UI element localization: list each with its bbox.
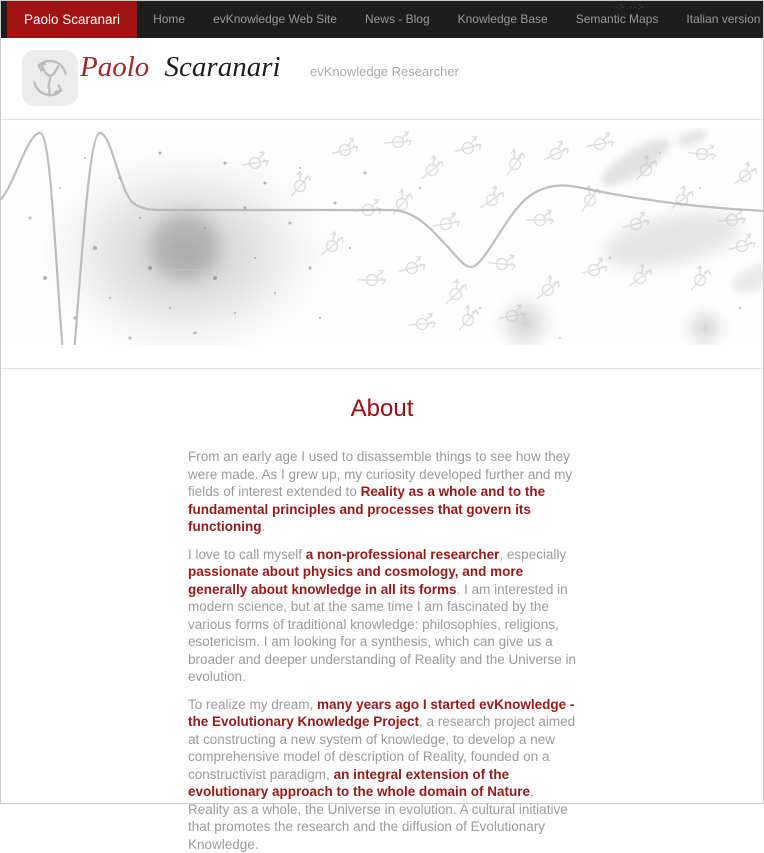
site-title-last-name: Scaranari — [165, 51, 281, 83]
nav-item-home[interactable]: Home — [139, 0, 199, 38]
about-text — [188, 448, 576, 853]
body-text: I love to call myself — [188, 547, 306, 562]
about-paragraph-2 — [188, 546, 576, 686]
highlighted-text: a non-professional researcher — [306, 547, 500, 562]
nav-item-paolo-scaranari-active[interactable]: Paolo Scaranari — [7, 0, 137, 38]
about-paragraph-3 — [188, 696, 576, 853]
nav-menu — [139, 0, 764, 38]
header-divider — [0, 119, 764, 120]
banner-artwork — [0, 128, 764, 345]
highlighted-text: many years ago I started evKnowledge - the Evolutionary Knowledge Project — [188, 697, 574, 730]
banner-image — [0, 128, 764, 345]
site-tagline: evKnowledge Researcher — [310, 64, 459, 79]
site-logo[interactable] — [22, 50, 78, 106]
body-text: . I am interested in modern science, but at the same time I am fascinated by the various forms of traditional knowledge: philosophies, religions, esotericism. I am looking for a synthesis, which can give us a broader and deeper understanding of Reality and the Universe in evolution. — [188, 582, 576, 685]
body-text: . — [261, 519, 265, 534]
nav-item-italian-version[interactable]: Italian version — [672, 0, 764, 38]
highlighted-text: an integral extension of the evolutionary approach to the whole domain of Nature — [188, 767, 530, 800]
site-title-first-name: Paolo — [80, 51, 149, 83]
evknowledge-cycle-icon — [22, 50, 78, 106]
stray-comment-text: --> --> — [610, 2, 645, 13]
site-title[interactable] — [80, 51, 281, 84]
body-text: , especially — [499, 547, 566, 562]
page-title: About — [0, 396, 764, 422]
top-navbar — [0, 0, 764, 38]
highlighted-text: passionate about physics and cosmology, and more generally about knowledge in all its forms — [188, 564, 523, 597]
main-content — [0, 396, 764, 853]
content-divider — [0, 368, 764, 369]
nav-item-knowledge-base[interactable]: Knowledge Base — [444, 0, 562, 38]
about-paragraph-1 — [188, 448, 576, 536]
body-text: , a research project aimed at constructing a new system of knowledge, to develop a new comprehensive model of description of Reality, founded on a constructivist paradigm, — [188, 714, 575, 782]
body-text: , Reality as a whole, the Universe in evolution. A cultural initiative that promotes the research and the diffusion of Evolutionary Knowledge. — [188, 784, 568, 852]
body-text: From an early age I used to disassemble things to see how they were made. As I grew up, my curiosity developed further and my fields of interest extended to — [188, 449, 572, 499]
body-text: To realize my dream, — [188, 697, 317, 712]
nav-item-news-blog[interactable]: News - Blog — [351, 0, 444, 38]
highlighted-text: Reality as a whole and to the fundamental principles and processes that govern its functioning — [188, 484, 545, 534]
site-header — [0, 38, 764, 119]
nav-item-semantic-maps[interactable]: Semantic Maps — [562, 0, 673, 38]
nav-item-evknowledge-web-site[interactable]: evKnowledge Web Site — [199, 0, 351, 38]
